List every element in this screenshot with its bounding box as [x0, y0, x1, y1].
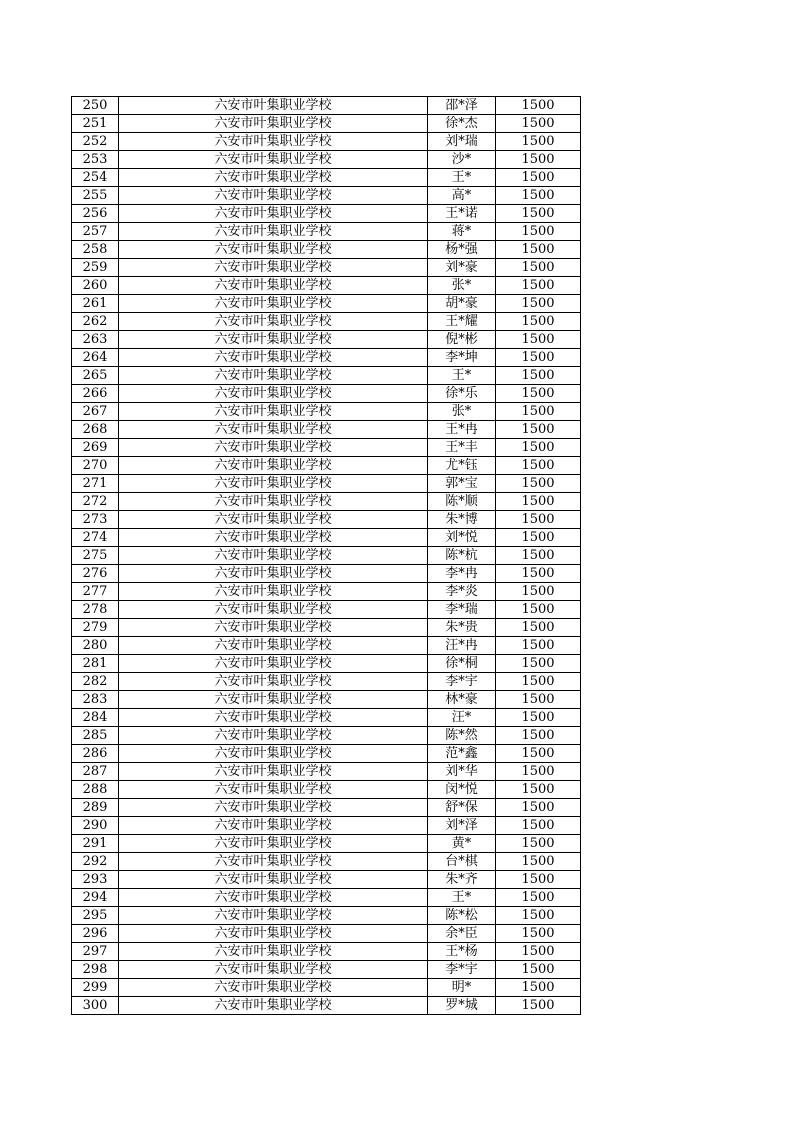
- table-row: [72, 655, 581, 673]
- row-number-cell: 269: [72, 439, 119, 457]
- amount-cell: 1500: [496, 277, 581, 295]
- table-row: [72, 763, 581, 781]
- student-name-cell: 朱*贵: [428, 619, 496, 637]
- amount-cell: 1500: [496, 709, 581, 727]
- row-number-cell: 286: [72, 745, 119, 763]
- table-row: [72, 997, 581, 1015]
- school-name-cell: 六安市叶集职业学校: [119, 889, 428, 907]
- amount-cell: 1500: [496, 313, 581, 331]
- school-name-cell: 六安市叶集职业学校: [119, 223, 428, 241]
- school-name-cell: 六安市叶集职业学校: [119, 151, 428, 169]
- table-row: [72, 421, 581, 439]
- school-name-cell: 六安市叶集职业学校: [119, 421, 428, 439]
- amount-cell: 1500: [496, 781, 581, 799]
- amount-cell: 1500: [496, 421, 581, 439]
- student-name-cell: 高*: [428, 187, 496, 205]
- amount-cell: 1500: [496, 115, 581, 133]
- student-name-cell: 明*: [428, 979, 496, 997]
- student-name-cell: 汪*: [428, 709, 496, 727]
- school-name-cell: 六安市叶集职业学校: [119, 115, 428, 133]
- row-number-cell: 254: [72, 169, 119, 187]
- amount-cell: 1500: [496, 295, 581, 313]
- row-number-cell: 299: [72, 979, 119, 997]
- amount-cell: 1500: [496, 547, 581, 565]
- school-name-cell: 六安市叶集职业学校: [119, 133, 428, 151]
- table-row: [72, 169, 581, 187]
- school-name-cell: 六安市叶集职业学校: [119, 277, 428, 295]
- amount-cell: 1500: [496, 655, 581, 673]
- table-row: [72, 367, 581, 385]
- amount-cell: 1500: [496, 403, 581, 421]
- row-number-cell: 270: [72, 457, 119, 475]
- amount-cell: 1500: [496, 943, 581, 961]
- table-row: [72, 565, 581, 583]
- row-number-cell: 262: [72, 313, 119, 331]
- table-row: [72, 691, 581, 709]
- school-name-cell: 六安市叶集职业学校: [119, 403, 428, 421]
- table-row: [72, 277, 581, 295]
- table-row: [72, 835, 581, 853]
- amount-cell: 1500: [496, 529, 581, 547]
- student-name-cell: 李*冉: [428, 565, 496, 583]
- amount-cell: 1500: [496, 907, 581, 925]
- student-name-cell: 李*炎: [428, 583, 496, 601]
- school-name-cell: 六安市叶集职业学校: [119, 727, 428, 745]
- amount-cell: 1500: [496, 565, 581, 583]
- row-number-cell: 264: [72, 349, 119, 367]
- table-row: [72, 943, 581, 961]
- amount-cell: 1500: [496, 349, 581, 367]
- table-row: [72, 259, 581, 277]
- row-number-cell: 277: [72, 583, 119, 601]
- school-name-cell: 六安市叶集职业学校: [119, 817, 428, 835]
- school-name-cell: 六安市叶集职业学校: [119, 961, 428, 979]
- table-row: [72, 511, 581, 529]
- school-name-cell: 六安市叶集职业学校: [119, 871, 428, 889]
- row-number-cell: 289: [72, 799, 119, 817]
- student-name-cell: 林*豪: [428, 691, 496, 709]
- table-row: [72, 745, 581, 763]
- table-row: [72, 925, 581, 943]
- row-number-cell: 268: [72, 421, 119, 439]
- table-row: [72, 151, 581, 169]
- row-number-cell: 294: [72, 889, 119, 907]
- school-name-cell: 六安市叶集职业学校: [119, 241, 428, 259]
- school-name-cell: 六安市叶集职业学校: [119, 637, 428, 655]
- row-number-cell: 283: [72, 691, 119, 709]
- amount-cell: 1500: [496, 925, 581, 943]
- amount-cell: 1500: [496, 205, 581, 223]
- school-name-cell: 六安市叶集职业学校: [119, 925, 428, 943]
- student-name-cell: 王*: [428, 889, 496, 907]
- student-name-cell: 沙*: [428, 151, 496, 169]
- row-number-cell: 257: [72, 223, 119, 241]
- student-name-cell: 范*鑫: [428, 745, 496, 763]
- amount-cell: 1500: [496, 133, 581, 151]
- student-name-cell: 徐*桐: [428, 655, 496, 673]
- student-name-cell: 徐*杰: [428, 115, 496, 133]
- table-row: [72, 205, 581, 223]
- school-name-cell: 六安市叶集职业学校: [119, 835, 428, 853]
- amount-cell: 1500: [496, 961, 581, 979]
- row-number-cell: 272: [72, 493, 119, 511]
- amount-cell: 1500: [496, 889, 581, 907]
- row-number-cell: 280: [72, 637, 119, 655]
- row-number-cell: 267: [72, 403, 119, 421]
- row-number-cell: 250: [72, 97, 119, 115]
- amount-cell: 1500: [496, 673, 581, 691]
- row-number-cell: 284: [72, 709, 119, 727]
- amount-cell: 1500: [496, 493, 581, 511]
- school-name-cell: 六安市叶集职业学校: [119, 907, 428, 925]
- school-name-cell: 六安市叶集职业学校: [119, 583, 428, 601]
- student-name-cell: 罗*城: [428, 997, 496, 1015]
- amount-cell: 1500: [496, 457, 581, 475]
- student-name-cell: 倪*彬: [428, 331, 496, 349]
- table-row: [72, 241, 581, 259]
- student-name-cell: 王*丰: [428, 439, 496, 457]
- student-name-cell: 刘*瑞: [428, 133, 496, 151]
- student-name-cell: 余*臣: [428, 925, 496, 943]
- table-row: [72, 979, 581, 997]
- school-name-cell: 六安市叶集职业学校: [119, 313, 428, 331]
- row-number-cell: 293: [72, 871, 119, 889]
- table-row: [72, 97, 581, 115]
- student-name-cell: 黄*: [428, 835, 496, 853]
- row-number-cell: 281: [72, 655, 119, 673]
- student-name-cell: 陈*杭: [428, 547, 496, 565]
- student-name-cell: 朱*齐: [428, 871, 496, 889]
- amount-cell: 1500: [496, 583, 581, 601]
- school-name-cell: 六安市叶集职业学校: [119, 457, 428, 475]
- school-name-cell: 六安市叶集职业学校: [119, 331, 428, 349]
- table-row: [72, 457, 581, 475]
- row-number-cell: 258: [72, 241, 119, 259]
- table-row: [72, 295, 581, 313]
- amount-cell: 1500: [496, 367, 581, 385]
- table-row: [72, 853, 581, 871]
- student-name-cell: 闵*悦: [428, 781, 496, 799]
- amount-cell: 1500: [496, 745, 581, 763]
- row-number-cell: 261: [72, 295, 119, 313]
- table-row: [72, 493, 581, 511]
- school-name-cell: 六安市叶集职业学校: [119, 979, 428, 997]
- school-name-cell: 六安市叶集职业学校: [119, 259, 428, 277]
- amount-cell: 1500: [496, 817, 581, 835]
- table-row: [72, 475, 581, 493]
- table-row: [72, 961, 581, 979]
- student-name-cell: 蒋*: [428, 223, 496, 241]
- student-name-cell: 王*冉: [428, 421, 496, 439]
- table-row: [72, 529, 581, 547]
- amount-cell: 1500: [496, 151, 581, 169]
- table-row: [72, 115, 581, 133]
- school-name-cell: 六安市叶集职业学校: [119, 367, 428, 385]
- amount-cell: 1500: [496, 763, 581, 781]
- amount-cell: 1500: [496, 169, 581, 187]
- amount-cell: 1500: [496, 601, 581, 619]
- school-name-cell: 六安市叶集职业学校: [119, 709, 428, 727]
- row-number-cell: 287: [72, 763, 119, 781]
- table-row: [72, 799, 581, 817]
- table-row: [72, 547, 581, 565]
- table-row: [72, 889, 581, 907]
- school-name-cell: 六安市叶集职业学校: [119, 601, 428, 619]
- table-row: [72, 331, 581, 349]
- amount-cell: 1500: [496, 259, 581, 277]
- student-name-cell: 刘*华: [428, 763, 496, 781]
- table-row: [72, 133, 581, 151]
- amount-cell: 1500: [496, 853, 581, 871]
- student-name-cell: 王*耀: [428, 313, 496, 331]
- amount-cell: 1500: [496, 799, 581, 817]
- row-number-cell: 279: [72, 619, 119, 637]
- school-name-cell: 六安市叶集职业学校: [119, 493, 428, 511]
- table-row: [72, 871, 581, 889]
- row-number-cell: 266: [72, 385, 119, 403]
- row-number-cell: 296: [72, 925, 119, 943]
- school-name-cell: 六安市叶集职业学校: [119, 745, 428, 763]
- amount-cell: 1500: [496, 637, 581, 655]
- table-row: [72, 313, 581, 331]
- row-number-cell: 265: [72, 367, 119, 385]
- table-row: [72, 583, 581, 601]
- table-row: [72, 637, 581, 655]
- school-name-cell: 六安市叶集职业学校: [119, 187, 428, 205]
- school-name-cell: 六安市叶集职业学校: [119, 97, 428, 115]
- amount-cell: 1500: [496, 691, 581, 709]
- table-row: [72, 619, 581, 637]
- amount-cell: 1500: [496, 331, 581, 349]
- student-name-cell: 李*瑞: [428, 601, 496, 619]
- student-name-cell: 张*: [428, 277, 496, 295]
- row-number-cell: 300: [72, 997, 119, 1015]
- amount-cell: 1500: [496, 223, 581, 241]
- table-row: [72, 781, 581, 799]
- student-name-cell: 刘*泽: [428, 817, 496, 835]
- student-name-cell: 王*诺: [428, 205, 496, 223]
- student-name-cell: 台*棋: [428, 853, 496, 871]
- table-row: [72, 403, 581, 421]
- school-name-cell: 六安市叶集职业学校: [119, 205, 428, 223]
- row-number-cell: 278: [72, 601, 119, 619]
- row-number-cell: 263: [72, 331, 119, 349]
- student-name-cell: 王*杨: [428, 943, 496, 961]
- school-name-cell: 六安市叶集职业学校: [119, 529, 428, 547]
- table-body: [72, 97, 581, 1015]
- school-name-cell: 六安市叶集职业学校: [119, 511, 428, 529]
- amount-cell: 1500: [496, 871, 581, 889]
- school-name-cell: 六安市叶集职业学校: [119, 853, 428, 871]
- student-name-cell: 尤*钰: [428, 457, 496, 475]
- school-name-cell: 六安市叶集职业学校: [119, 763, 428, 781]
- student-name-cell: 刘*悦: [428, 529, 496, 547]
- school-name-cell: 六安市叶集职业学校: [119, 799, 428, 817]
- table-row: [72, 709, 581, 727]
- student-name-cell: 陈*然: [428, 727, 496, 745]
- student-name-cell: 陈*松: [428, 907, 496, 925]
- amount-cell: 1500: [496, 241, 581, 259]
- student-name-cell: 朱*博: [428, 511, 496, 529]
- school-name-cell: 六安市叶集职业学校: [119, 385, 428, 403]
- amount-cell: 1500: [496, 385, 581, 403]
- row-number-cell: 295: [72, 907, 119, 925]
- school-name-cell: 六安市叶集职业学校: [119, 943, 428, 961]
- amount-cell: 1500: [496, 727, 581, 745]
- table-row: [72, 349, 581, 367]
- student-name-cell: 胡*豪: [428, 295, 496, 313]
- table-row: [72, 223, 581, 241]
- student-name-cell: 刘*豪: [428, 259, 496, 277]
- row-number-cell: 290: [72, 817, 119, 835]
- amount-cell: 1500: [496, 619, 581, 637]
- school-name-cell: 六安市叶集职业学校: [119, 349, 428, 367]
- row-number-cell: 273: [72, 511, 119, 529]
- student-name-cell: 郭*宝: [428, 475, 496, 493]
- student-name-cell: 徐*乐: [428, 385, 496, 403]
- row-number-cell: 252: [72, 133, 119, 151]
- school-name-cell: 六安市叶集职业学校: [119, 439, 428, 457]
- table-row: [72, 187, 581, 205]
- school-name-cell: 六安市叶集职业学校: [119, 547, 428, 565]
- amount-cell: 1500: [496, 187, 581, 205]
- student-name-cell: 李*宇: [428, 961, 496, 979]
- row-number-cell: 288: [72, 781, 119, 799]
- student-name-cell: 李*宇: [428, 673, 496, 691]
- row-number-cell: 297: [72, 943, 119, 961]
- amount-cell: 1500: [496, 997, 581, 1015]
- student-name-cell: 王*: [428, 367, 496, 385]
- amount-cell: 1500: [496, 439, 581, 457]
- row-number-cell: 259: [72, 259, 119, 277]
- school-name-cell: 六安市叶集职业学校: [119, 997, 428, 1015]
- row-number-cell: 274: [72, 529, 119, 547]
- row-number-cell: 285: [72, 727, 119, 745]
- student-name-cell: 杨*强: [428, 241, 496, 259]
- row-number-cell: 282: [72, 673, 119, 691]
- school-name-cell: 六安市叶集职业学校: [119, 655, 428, 673]
- table-row: [72, 385, 581, 403]
- school-name-cell: 六安市叶集职业学校: [119, 169, 428, 187]
- student-name-cell: 李*坤: [428, 349, 496, 367]
- row-number-cell: 253: [72, 151, 119, 169]
- row-number-cell: 256: [72, 205, 119, 223]
- table-row: [72, 727, 581, 745]
- amount-cell: 1500: [496, 835, 581, 853]
- amount-cell: 1500: [496, 475, 581, 493]
- row-number-cell: 260: [72, 277, 119, 295]
- amount-cell: 1500: [496, 979, 581, 997]
- student-name-cell: 陈*顺: [428, 493, 496, 511]
- school-name-cell: 六安市叶集职业学校: [119, 673, 428, 691]
- table-row: [72, 439, 581, 457]
- table-row: [72, 817, 581, 835]
- row-number-cell: 276: [72, 565, 119, 583]
- student-name-cell: 邵*泽: [428, 97, 496, 115]
- row-number-cell: 251: [72, 115, 119, 133]
- school-name-cell: 六安市叶集职业学校: [119, 475, 428, 493]
- school-name-cell: 六安市叶集职业学校: [119, 295, 428, 313]
- student-subsidy-table: [71, 96, 581, 1015]
- school-name-cell: 六安市叶集职业学校: [119, 619, 428, 637]
- row-number-cell: 255: [72, 187, 119, 205]
- student-name-cell: 汪*冉: [428, 637, 496, 655]
- student-name-cell: 王*: [428, 169, 496, 187]
- student-name-cell: 舒*保: [428, 799, 496, 817]
- amount-cell: 1500: [496, 511, 581, 529]
- row-number-cell: 298: [72, 961, 119, 979]
- student-name-cell: 张*: [428, 403, 496, 421]
- table-row: [72, 673, 581, 691]
- row-number-cell: 292: [72, 853, 119, 871]
- amount-cell: 1500: [496, 97, 581, 115]
- table-row: [72, 907, 581, 925]
- row-number-cell: 271: [72, 475, 119, 493]
- school-name-cell: 六安市叶集职业学校: [119, 565, 428, 583]
- school-name-cell: 六安市叶集职业学校: [119, 691, 428, 709]
- school-name-cell: 六安市叶集职业学校: [119, 781, 428, 799]
- row-number-cell: 291: [72, 835, 119, 853]
- row-number-cell: 275: [72, 547, 119, 565]
- table-row: [72, 601, 581, 619]
